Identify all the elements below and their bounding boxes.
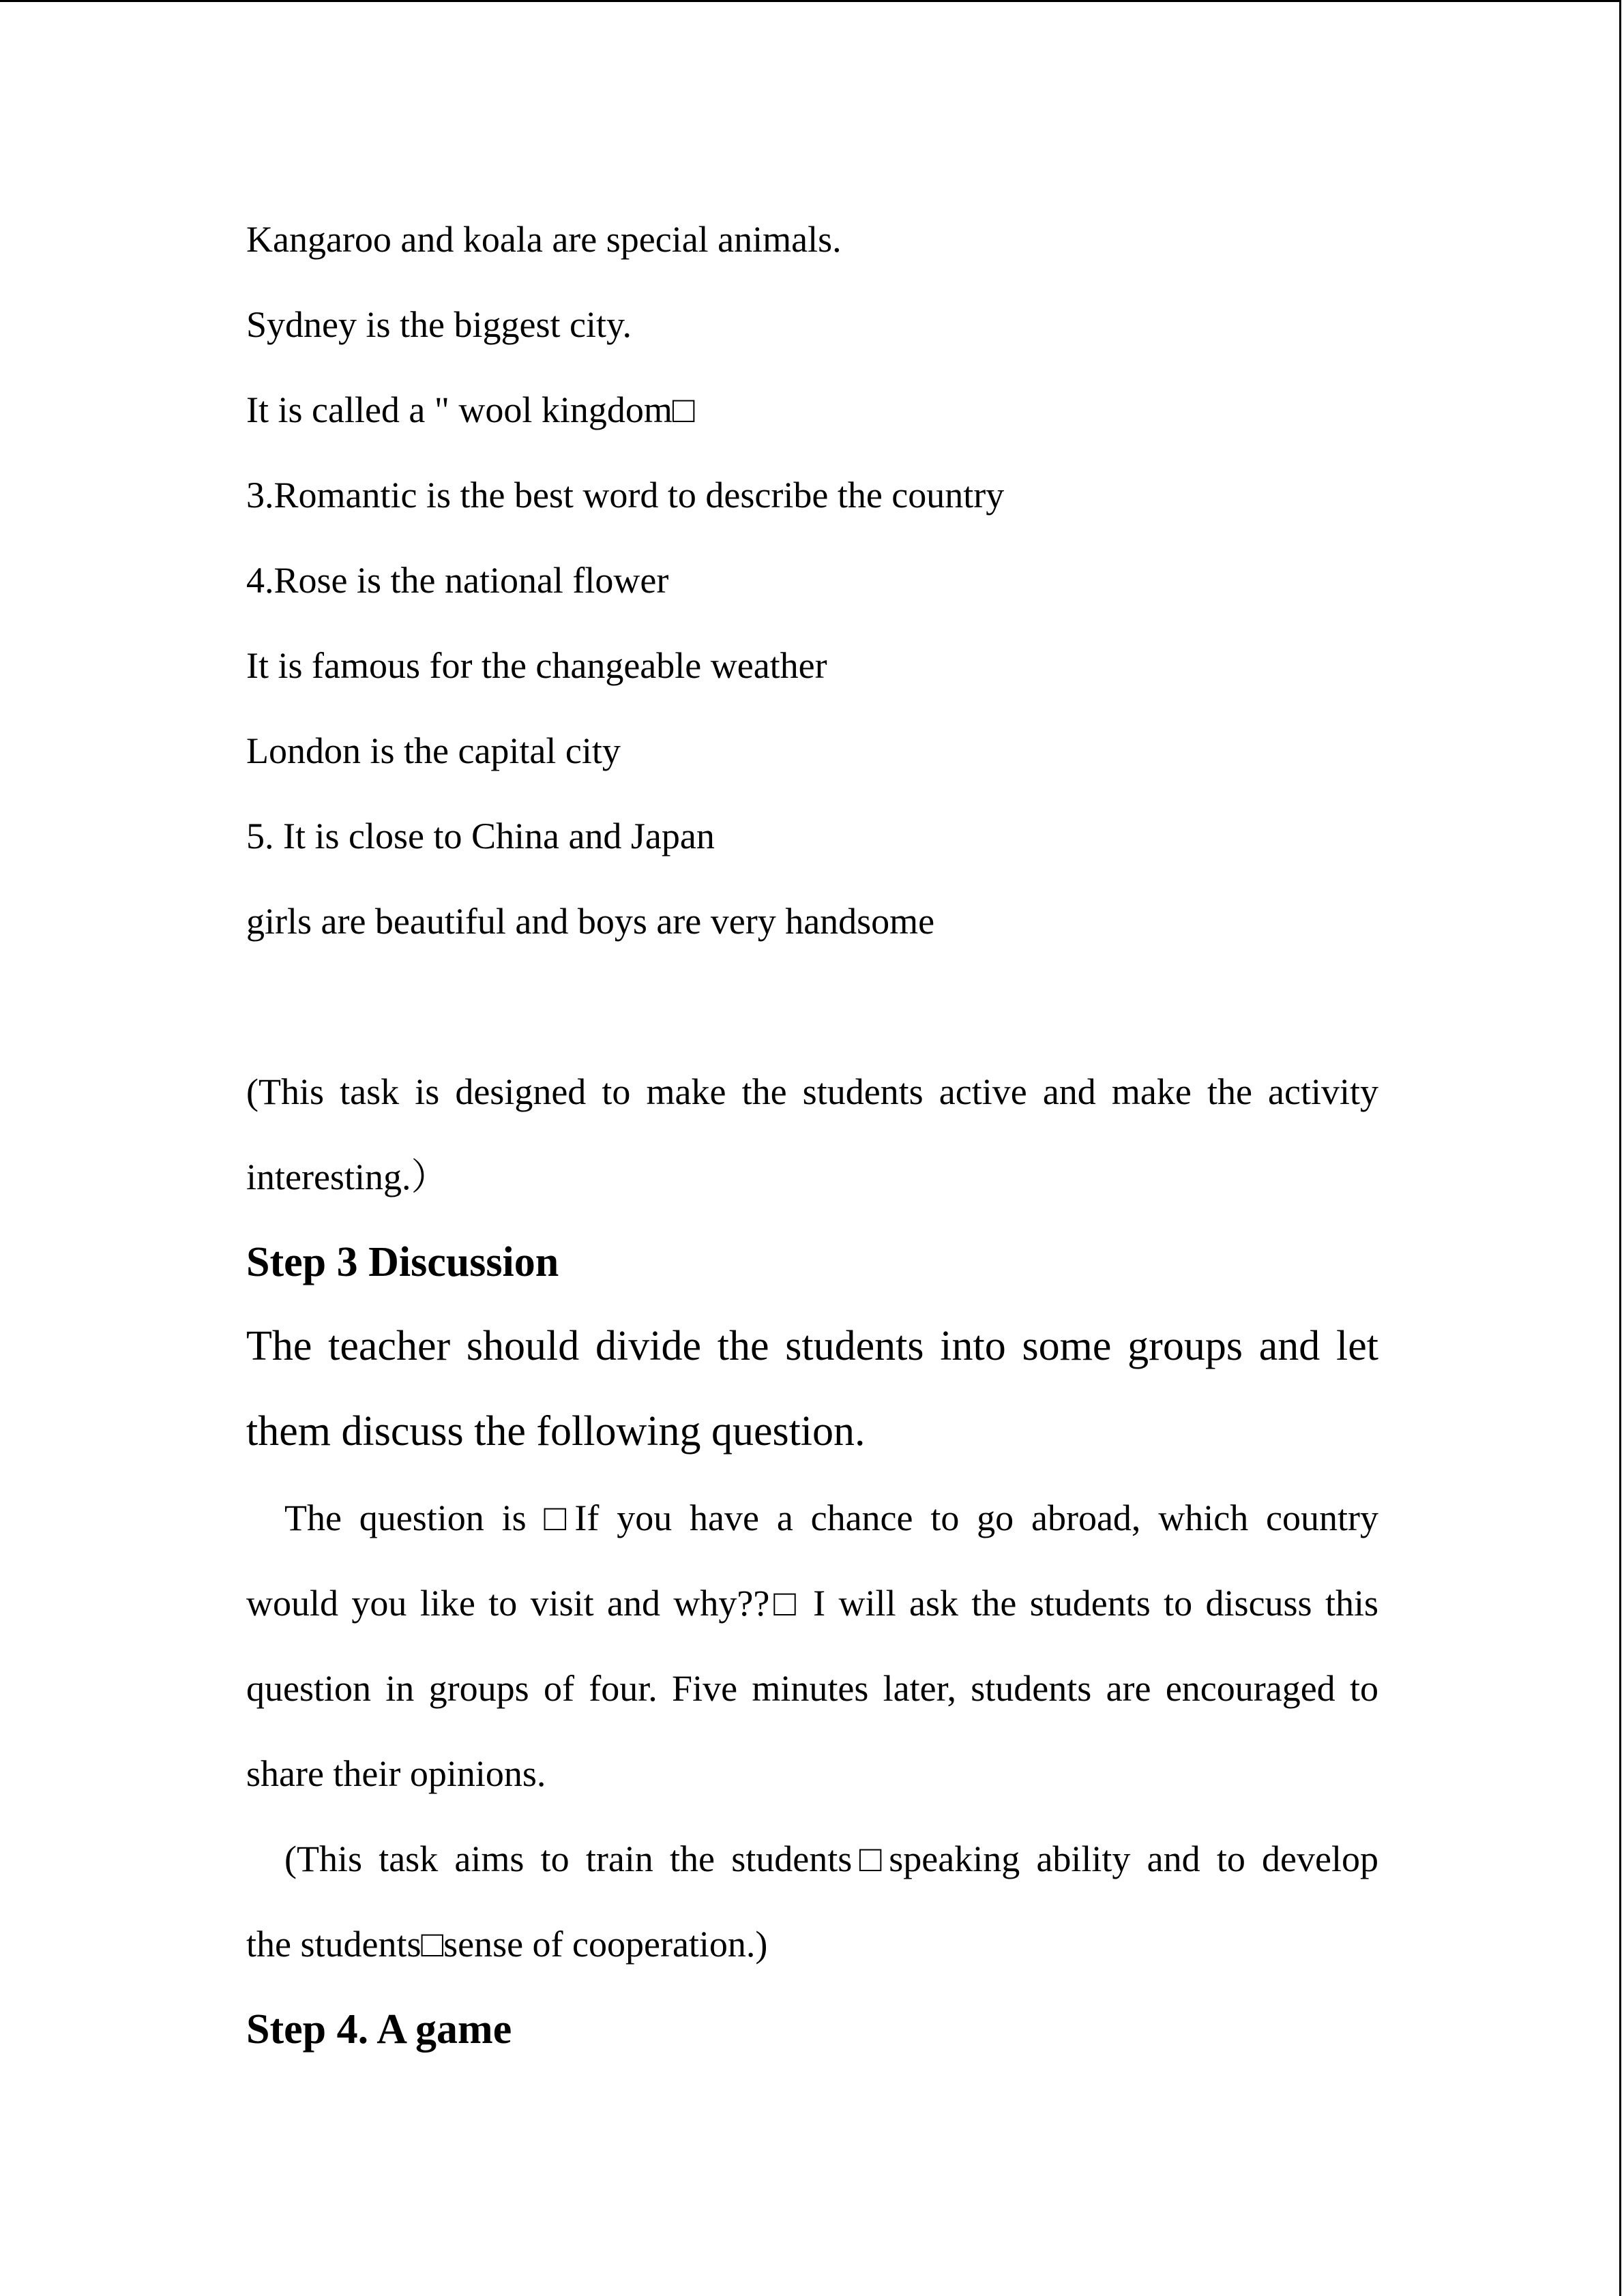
- question-line-1: The question is □If you have a chance to go abroad, which country: [284, 1497, 1378, 1538]
- step-4-heading: Step 4. A game: [246, 2006, 512, 2053]
- step-3-heading: Step 3 Discussion: [246, 1239, 559, 1285]
- step-3-intro-line-1: The teacher should divide the students into some groups and let: [246, 1323, 1378, 1369]
- step-3-intro-line-2: them discuss the following question.: [246, 1408, 866, 1455]
- aim-line-2: the students□sense of cooperation.): [246, 1924, 768, 1965]
- list-item-weather: It is famous for the changeable weather: [246, 645, 827, 686]
- task-note-line-2: interesting.）: [246, 1157, 448, 1197]
- list-item-kangaroo: Kangaroo and koala are special animals.: [246, 219, 842, 260]
- task-note-line-1: (This task is designed to make the students active and make the activity: [246, 1071, 1378, 1112]
- list-item-london: London is the capital city: [246, 730, 621, 771]
- list-item-girls-boys: girls are beautiful and boys are very handsome: [246, 901, 935, 942]
- question-line-4: share their opinions.: [246, 1753, 546, 1794]
- aim-line-1: (This task aims to train the students□speaking ability and to develop: [284, 1838, 1378, 1879]
- question-line-3: question in groups of four. Five minutes later, students are encouraged to: [246, 1668, 1378, 1709]
- question-line-2: would you like to visit and why??□ I will ask the students to discuss this: [246, 1583, 1378, 1624]
- list-item-rose: 4.Rose is the national flower: [246, 560, 669, 601]
- list-item-sydney: Sydney is the biggest city.: [246, 304, 632, 345]
- list-item-close-to-china: 5. It is close to China and Japan: [246, 816, 715, 856]
- list-item-wool-kingdom: It is called a " wool kingdom□: [246, 389, 695, 430]
- list-item-romantic: 3.Romantic is the best word to describe the country: [246, 475, 1005, 516]
